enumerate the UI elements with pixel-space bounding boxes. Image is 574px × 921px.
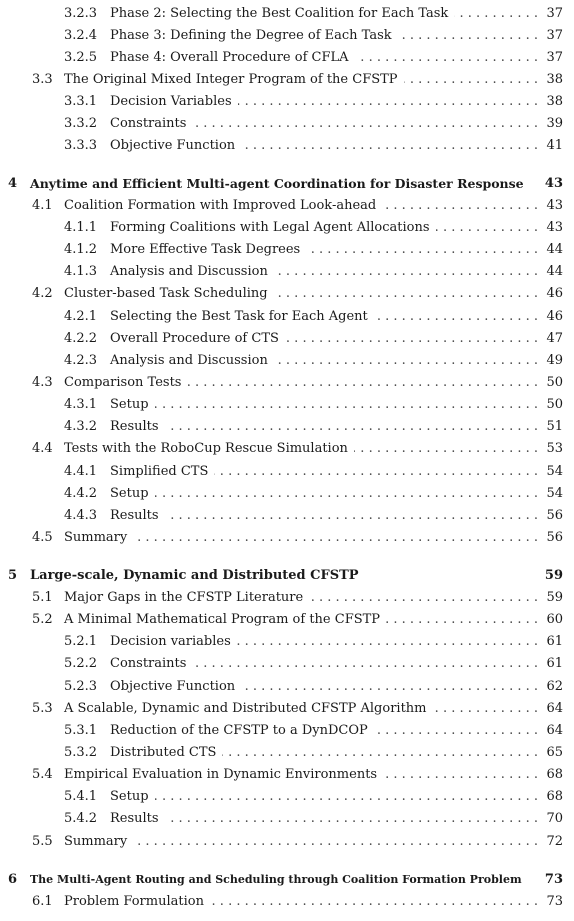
toc-dot-leader bbox=[155, 395, 538, 415]
toc-entry-page-number: 62 bbox=[546, 679, 563, 694]
toc-dot-leader bbox=[192, 654, 538, 674]
toc-entry-page-number: 59 bbox=[546, 590, 563, 605]
toc-entry-page-number: 53 bbox=[546, 441, 563, 456]
toc-dot-leader bbox=[436, 218, 538, 238]
toc-entry-page-number: 51 bbox=[546, 419, 563, 434]
toc-entry-number: 5.1 bbox=[32, 590, 53, 605]
toc-dot-leader bbox=[354, 439, 538, 459]
toc-entry-page-number: 61 bbox=[546, 634, 563, 649]
toc-subsection-entry[interactable] bbox=[0, 92, 574, 112]
toc-entry-page-number: 37 bbox=[546, 28, 563, 43]
toc-entry-page-number: 46 bbox=[546, 286, 563, 301]
toc-entry-title: Setup bbox=[110, 397, 149, 412]
toc-entry-title: Cluster-based Task Scheduling bbox=[64, 286, 268, 301]
toc-entry-number: 4.2.1 bbox=[64, 309, 98, 324]
toc-entry-number: 5.4.2 bbox=[64, 811, 98, 826]
toc-entry-page-number: 54 bbox=[546, 464, 563, 479]
toc-entry-page-number: 64 bbox=[546, 723, 563, 738]
toc-entry-title: Comparison Tests bbox=[64, 375, 182, 390]
toc-entry-number: 4.3.1 bbox=[64, 397, 98, 412]
toc-entry-title: Forming Coalitions with Legal Agent Allocations bbox=[110, 220, 430, 235]
toc-entry-title: Simplified CTS bbox=[110, 464, 209, 479]
toc-entry-number: 3.2.3 bbox=[64, 6, 98, 21]
toc-dot-leader bbox=[433, 699, 538, 719]
toc-entry-title: Distributed CTS bbox=[110, 745, 217, 760]
toc-entry-page-number: 43 bbox=[546, 198, 563, 213]
toc-dot-leader bbox=[274, 284, 538, 304]
toc-subsection-entry[interactable] bbox=[0, 262, 574, 282]
toc-dot-leader bbox=[374, 307, 538, 327]
toc-subsection-entry[interactable] bbox=[0, 114, 574, 134]
toc-entry-number: 4 bbox=[8, 176, 18, 191]
toc-entry-number: 5.3.2 bbox=[64, 745, 98, 760]
toc-entry-title: Selecting the Best Task for Each Agent bbox=[110, 309, 368, 324]
toc-entry-number: 5.4.1 bbox=[64, 789, 98, 804]
toc-entry-title: Objective Function bbox=[110, 679, 236, 694]
toc-dot-leader bbox=[192, 114, 538, 134]
toc-entry-number: 4.3.2 bbox=[64, 419, 98, 434]
toc-dot-leader bbox=[404, 70, 538, 90]
toc-subsection-entry[interactable] bbox=[0, 26, 574, 46]
toc-entry-number: 3.3.3 bbox=[64, 138, 98, 153]
toc-entry-number: 4.2 bbox=[32, 286, 53, 301]
toc-entry-page-number: 54 bbox=[546, 486, 563, 501]
toc-subsection-entry[interactable] bbox=[0, 417, 574, 437]
toc-entry-number: 4.4.1 bbox=[64, 464, 98, 479]
toc-entry-title: Overall Procedure of CTS bbox=[110, 331, 279, 346]
toc-entry-title: Analysis and Discussion bbox=[110, 353, 268, 368]
toc-entry-number: 3.3 bbox=[32, 72, 53, 87]
toc-dot-leader bbox=[133, 832, 538, 852]
toc-entry-page-number: 68 bbox=[546, 767, 563, 782]
toc-entry-page-number: 60 bbox=[546, 612, 563, 627]
toc-dot-leader bbox=[309, 588, 538, 608]
toc-entry-number: 4.4 bbox=[32, 441, 53, 456]
toc-subsection-entry[interactable] bbox=[0, 787, 574, 807]
toc-entry-number: 3.2.4 bbox=[64, 28, 98, 43]
toc-entry-title: Phase 4: Overall Procedure of CFLA bbox=[110, 50, 349, 65]
toc-subsection-entry[interactable] bbox=[0, 240, 574, 260]
toc-section-entry[interactable] bbox=[0, 699, 574, 719]
toc-entry-page-number: 72 bbox=[546, 834, 563, 849]
toc-entry-title: Objective Function bbox=[110, 138, 236, 153]
toc-entry-page-number: 70 bbox=[546, 811, 563, 826]
toc-section-entry[interactable] bbox=[0, 196, 574, 216]
toc-entry-title: Constraints bbox=[110, 656, 187, 671]
toc-entry-page-number: 43 bbox=[546, 220, 563, 235]
toc-section-entry[interactable] bbox=[0, 70, 574, 90]
toc-entry-number: 3.2.5 bbox=[64, 50, 98, 65]
toc-entry-number: 5.2.2 bbox=[64, 656, 98, 671]
toc-subsection-entry[interactable] bbox=[0, 462, 574, 482]
toc-dot-leader bbox=[133, 528, 538, 548]
toc-dot-leader bbox=[274, 351, 538, 371]
toc-section-entry[interactable] bbox=[0, 373, 574, 393]
toc-entry-title: Setup bbox=[110, 789, 149, 804]
toc-entry-number: 5.2.3 bbox=[64, 679, 98, 694]
toc-entry-page-number: 44 bbox=[546, 264, 563, 279]
toc-entry-number: 4.5 bbox=[32, 530, 53, 545]
toc-entry-title: Decision variables bbox=[110, 634, 231, 649]
toc-entry-title: Coalition Formation with Improved Look-ahead bbox=[64, 198, 377, 213]
toc-chapter-entry[interactable] bbox=[0, 870, 574, 890]
toc-section-entry[interactable] bbox=[0, 439, 574, 459]
toc-section-entry[interactable] bbox=[0, 765, 574, 785]
toc-entry-title: A Scalable, Dynamic and Distributed CFSTP Algorithm bbox=[64, 701, 427, 716]
toc-entry-title: Empirical Evaluation in Dynamic Environments bbox=[64, 767, 378, 782]
toc-dot-leader bbox=[241, 677, 538, 697]
toc-entry-page-number: 43 bbox=[544, 176, 563, 191]
toc-entry-number: 4.4.3 bbox=[64, 508, 98, 523]
toc-entry-title: Results bbox=[110, 811, 159, 826]
toc-subsection-entry[interactable] bbox=[0, 677, 574, 697]
toc-section-entry[interactable] bbox=[0, 892, 574, 912]
toc-dot-leader bbox=[383, 765, 538, 785]
toc-entry-title: Summary bbox=[64, 834, 128, 849]
toc-entry-number: 4.1.2 bbox=[64, 242, 98, 257]
toc-chapter-entry[interactable] bbox=[0, 174, 574, 194]
toc-section-entry[interactable] bbox=[0, 528, 574, 548]
toc-entry-title: Major Gaps in the CFSTP Literature bbox=[64, 590, 304, 605]
toc-dot-leader bbox=[285, 329, 538, 349]
toc-dot-leader bbox=[454, 4, 538, 24]
toc-entry-number: 5 bbox=[8, 568, 18, 583]
toc-entry-number: 5.3.1 bbox=[64, 723, 98, 738]
toc-subsection-entry[interactable] bbox=[0, 395, 574, 415]
toc-dot-leader bbox=[222, 743, 538, 763]
toc-subsection-entry[interactable] bbox=[0, 654, 574, 674]
toc-entry-page-number: 64 bbox=[546, 701, 563, 716]
toc-subsection-entry[interactable] bbox=[0, 307, 574, 327]
toc-entry-page-number: 61 bbox=[546, 656, 563, 671]
toc-entry-number: 5.3 bbox=[32, 701, 53, 716]
toc-subsection-entry[interactable] bbox=[0, 632, 574, 652]
toc-entry-page-number: 38 bbox=[546, 94, 563, 109]
toc-entry-page-number: 73 bbox=[546, 894, 563, 909]
toc-section-entry[interactable] bbox=[0, 588, 574, 608]
toc-section-entry[interactable] bbox=[0, 832, 574, 852]
toc-entry-title: Decision Variables bbox=[110, 94, 232, 109]
toc-entry-title: Problem Formulation bbox=[64, 894, 204, 909]
toc-section-entry[interactable] bbox=[0, 284, 574, 304]
toc-entry-page-number: 65 bbox=[546, 745, 563, 760]
toc-entry-number: 4.1.3 bbox=[64, 264, 98, 279]
toc-entry-title: More Effective Task Degrees bbox=[110, 242, 301, 257]
toc-subsection-entry[interactable] bbox=[0, 4, 574, 24]
toc-entry-page-number: 50 bbox=[546, 375, 563, 390]
toc-dot-leader bbox=[386, 610, 538, 630]
toc-entry-title: Summary bbox=[64, 530, 128, 545]
toc-entry-number: 4.1.1 bbox=[64, 220, 98, 235]
toc-entry-title: The Original Mixed Integer Program of the CFSTP bbox=[64, 72, 398, 87]
toc-entry-number: 3.3.1 bbox=[64, 94, 98, 109]
toc-entry-page-number: 44 bbox=[546, 242, 563, 257]
toc-dot-leader bbox=[165, 417, 538, 437]
toc-entry-page-number: 50 bbox=[546, 397, 563, 412]
toc-entry-number: 4.4.2 bbox=[64, 486, 98, 501]
toc-entry-number: 3.3.2 bbox=[64, 116, 98, 131]
toc-dot-leader bbox=[274, 262, 538, 282]
toc-entry-title: Reduction of the CFSTP to a DynDCOP bbox=[110, 723, 368, 738]
toc-dot-leader bbox=[306, 240, 538, 260]
toc-entry-page-number: 38 bbox=[546, 72, 563, 87]
toc-entry-number: 5.2.1 bbox=[64, 634, 98, 649]
toc-subsection-entry[interactable] bbox=[0, 721, 574, 741]
toc-dot-leader bbox=[165, 809, 538, 829]
toc-entry-page-number: 47 bbox=[546, 331, 563, 346]
toc-entry-number: 4.1 bbox=[32, 198, 53, 213]
toc-entry-page-number: 39 bbox=[546, 116, 563, 131]
toc-subsection-entry[interactable] bbox=[0, 329, 574, 349]
toc-subsection-entry[interactable] bbox=[0, 743, 574, 763]
toc-entry-number: 5.2 bbox=[32, 612, 53, 627]
toc-entry-title: Results bbox=[110, 419, 159, 434]
toc-dot-leader bbox=[382, 196, 538, 216]
toc-entry-page-number: 56 bbox=[546, 508, 563, 523]
toc-dot-leader bbox=[398, 26, 538, 46]
toc-subsection-entry[interactable] bbox=[0, 48, 574, 68]
toc-chapter-entry[interactable] bbox=[0, 566, 574, 586]
toc-dot-leader bbox=[237, 632, 538, 652]
toc-dot-leader bbox=[241, 136, 538, 156]
toc-dot-leader bbox=[187, 373, 538, 393]
toc-entry-page-number: 37 bbox=[546, 6, 563, 21]
toc-entry-number: 4.3 bbox=[32, 375, 53, 390]
toc-entry-page-number: 41 bbox=[546, 138, 563, 153]
toc-entry-page-number: 56 bbox=[546, 530, 563, 545]
toc-dot-leader bbox=[210, 892, 538, 912]
toc-subsection-entry[interactable] bbox=[0, 136, 574, 156]
toc-dot-leader bbox=[374, 721, 538, 741]
toc-entry-title: Phase 3: Defining the Degree of Each Task bbox=[110, 28, 392, 43]
toc-entry-number: 4.2.3 bbox=[64, 353, 98, 368]
toc-dot-leader bbox=[165, 506, 538, 526]
toc-entry-number: 4.2.2 bbox=[64, 331, 98, 346]
toc-entry-number: 5.5 bbox=[32, 834, 53, 849]
toc-entry-page-number: 68 bbox=[546, 789, 563, 804]
toc-entry-title: Results bbox=[110, 508, 159, 523]
toc-dot-leader bbox=[155, 787, 538, 807]
toc-subsection-entry[interactable] bbox=[0, 484, 574, 504]
toc-subsection-entry[interactable] bbox=[0, 506, 574, 526]
toc-entry-page-number: 46 bbox=[546, 309, 563, 324]
toc-entry-page-number: 73 bbox=[544, 872, 563, 887]
toc-entry-number: 6.1 bbox=[32, 894, 53, 909]
toc-entry-title: Tests with the RoboCup Rescue Simulation bbox=[64, 441, 348, 456]
toc-section-entry[interactable] bbox=[0, 610, 574, 630]
toc-entry-number: 6 bbox=[8, 872, 18, 887]
toc-dot-leader bbox=[355, 48, 538, 68]
toc-entry-page-number: 59 bbox=[544, 568, 563, 583]
toc-entry-number: 5.4 bbox=[32, 767, 53, 782]
toc-entry-page-number: 37 bbox=[546, 50, 563, 65]
toc-subsection-entry[interactable] bbox=[0, 351, 574, 371]
toc-dot-leader bbox=[238, 92, 538, 112]
toc-entry-title: A Minimal Mathematical Program of the CFSTP bbox=[64, 612, 381, 627]
toc-entry-title: Analysis and Discussion bbox=[110, 264, 268, 279]
toc-entry-page-number: 49 bbox=[546, 353, 563, 368]
toc-entry-title: Phase 2: Selecting the Best Coalition for Each Task bbox=[110, 6, 449, 21]
toc-entry-title: Large-scale, Dynamic and Distributed CFSTP bbox=[30, 568, 359, 583]
toc-dot-leader bbox=[155, 484, 538, 504]
toc-subsection-entry[interactable] bbox=[0, 809, 574, 829]
toc-entry-title: Anytime and Efficient Multi-agent Coordination for Disaster Response bbox=[30, 176, 524, 191]
toc-entry-title: The Multi-Agent Routing and Scheduling through Coalition Formation Problem bbox=[30, 873, 522, 886]
toc-dot-leader bbox=[214, 462, 538, 482]
toc-entry-title: Constraints bbox=[110, 116, 187, 131]
toc-subsection-entry[interactable] bbox=[0, 218, 574, 238]
toc-entry-title: Setup bbox=[110, 486, 149, 501]
